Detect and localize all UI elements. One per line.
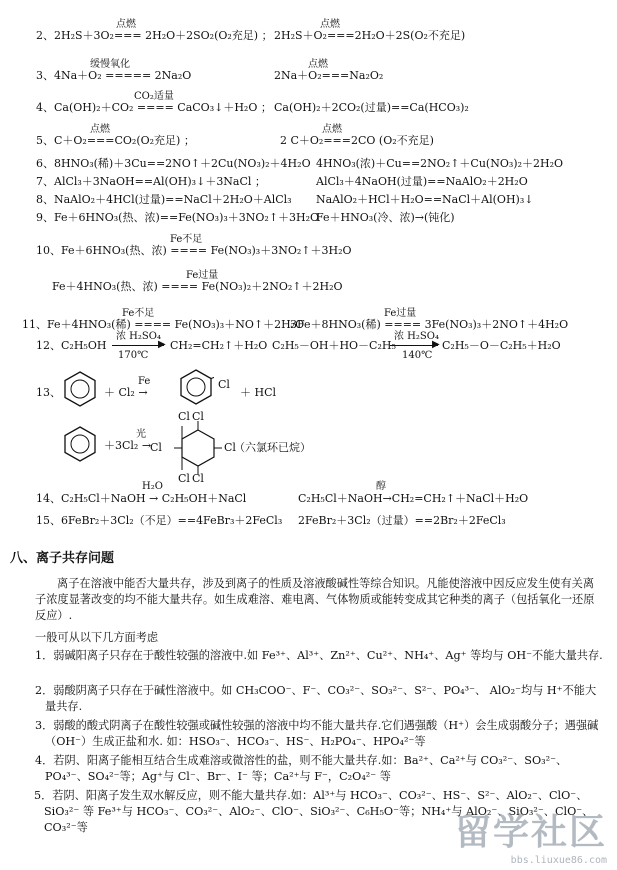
reaction-5b: 2 C＋O₂===2CO (O₂不充足) bbox=[280, 134, 434, 147]
reaction-condition: 点燃 bbox=[308, 59, 328, 70]
reaction-6b: 4HNO₃(浓)＋Cu==2NO₂↑＋Cu(NO₃)₂＋2H₂O bbox=[316, 157, 563, 170]
arrow-head-icon: ▶ bbox=[432, 339, 440, 350]
benzene-ring-icon bbox=[62, 425, 98, 463]
reaction-7a: 7、AlCl₃＋3NaOH==Al(OH)₃↓＋3NaCl ； bbox=[36, 175, 266, 188]
arrow-head-icon: ▶ bbox=[158, 339, 166, 350]
reaction-condition: Fe过量 bbox=[384, 308, 417, 319]
reaction-condition: 点燃 bbox=[322, 124, 342, 135]
reaction-2a: 2、2H₂S＋3O₂=== 2H₂O＋2SO₂(O₂充足) ； bbox=[36, 29, 273, 42]
reaction-11a: 11、Fe＋4HNO₃(稀) ==== Fe(NO₃)₃＋NO↑＋2H₂O bbox=[22, 318, 305, 331]
reaction-3a: 3、4Na＋O₂ ===== 2Na₂O bbox=[36, 69, 192, 82]
chlorine-substituent: Cl bbox=[178, 410, 190, 423]
reaction-13-products: ＋ HCl bbox=[240, 386, 277, 399]
reaction-15b: 2FeBr₂＋3Cl₂（过量）==2Br₂＋2FeCl₃ bbox=[298, 514, 506, 527]
list-item: 3．弱酸的酸式阴离子在酸性较强或碱性较强的溶液中均不能大量共存.它们遇强酸（H⁺）会生成弱酸分子；遇强碱（OH⁻）生成正盐和水. 如：HSO₃⁻、HCO₃⁻、HS⁻、H₂PO₄⁻、HPO₄²⁻等 bbox=[35, 719, 599, 748]
watermark-logo-text: 留学社区 bbox=[454, 812, 607, 853]
reaction-5a: 5、C＋O₂===CO₂(O₂充足) ； bbox=[36, 134, 195, 147]
reaction-condition: Fe bbox=[138, 376, 151, 387]
reaction-condition: Fe不足 bbox=[122, 308, 155, 319]
reaction-8a: 8、NaAlO₂＋4HCl(过量)==NaCl＋2H₂O＋AlCl₃ bbox=[36, 193, 292, 206]
reaction-condition: 浓 H₂SO₄ bbox=[116, 331, 161, 342]
reaction-9a: 9、Fe＋6HNO₃(热、浓)==Fe(NO₃)₃＋3NO₂↑＋3H₂O bbox=[36, 211, 320, 224]
reaction-condition: 点燃 bbox=[320, 19, 340, 30]
reaction-2b: 2H₂S＋O₂===2H₂O＋2S(O₂不充足) bbox=[274, 29, 466, 42]
reaction-6a: 6、8HNO₃(稀)＋3Cu==2NO↑＋2Cu(NO₃)₂＋4H₂O bbox=[36, 157, 311, 170]
watermark bbox=[455, 804, 607, 866]
reaction-condition: CO₂适量 bbox=[134, 91, 174, 102]
reaction-12a-reactant: 12、C₂H₅OH bbox=[36, 339, 107, 352]
reaction-condition: 浓 H₂SO₄ bbox=[394, 331, 439, 342]
reaction-10a: 10、Fe＋6HNO₃(热、浓) ==== Fe(NO₃)₃＋3NO₂↑＋3H₂O bbox=[36, 244, 352, 257]
reaction-3b: 2Na＋O₂===Na₂O₂ bbox=[274, 69, 384, 82]
reaction-condition: 点燃 bbox=[90, 124, 110, 135]
reaction-condition: H₂O bbox=[142, 481, 163, 492]
benzene-ring-icon bbox=[62, 370, 98, 408]
reaction-13-reactants: ＋ Cl₂ → bbox=[104, 386, 148, 399]
chlorine-substituent: Cl bbox=[192, 472, 204, 485]
reaction-8b: NaAlO₂＋HCl＋H₂O==NaCl＋Al(OH)₃↓ bbox=[316, 193, 534, 206]
chlorine-substituent: Cl bbox=[150, 441, 162, 454]
reaction-9b: Fe＋HNO₃(冷、浓)→(钝化) bbox=[316, 211, 455, 224]
watermark-url: bbs.liuxue86.com bbox=[510, 855, 607, 866]
section-heading: 八、离子共存问题 bbox=[10, 551, 115, 566]
reaction-condition: Fe过量 bbox=[186, 270, 219, 281]
reaction-13b-reactants: ＋3Cl₂ → bbox=[104, 439, 152, 452]
list-item: 5．若阴、阳离子发生双水解反应，则不能大量共存.如：Al³⁺与 HCO₃⁻、CO₃²⁻、HS⁻、S²⁻、AlO₂⁻、ClO⁻、SiO₃²⁻ 等 Fe³⁺与 HCO₃⁻、CO₃²⁻、AlO₂⁻、ClO⁻、SiO₃²⁻、C₆H₅O⁻等；NH₄⁺与 AlO₂⁻、SiO₃²⁻、ClO⁻、CO₃²⁻等 bbox=[34, 789, 594, 834]
reaction-11b: 3Fe＋8HNO₃(稀) ==== 3Fe(NO₃)₃＋2NO↑＋4H₂O bbox=[290, 318, 569, 331]
list-item: 1．弱碱阳离子只存在于酸性较强的溶液中.如 Fe³⁺、Al³⁺、Zn²⁺、Cu²⁺、NH₄⁺、Ag⁺ 等均与 OH⁻不能大量共存. bbox=[35, 649, 603, 662]
reaction-7b: AlCl₃＋4NaOH(过量)==NaAlO₂＋2H₂O bbox=[316, 175, 528, 188]
reaction-12b-product: C₂H₅－O－C₂H₅＋H₂O bbox=[442, 339, 561, 352]
reaction-4b: Ca(OH)₂＋2CO₂(过量)==Ca(HCO₃)₂ bbox=[274, 101, 469, 114]
reaction-arrow bbox=[112, 345, 164, 346]
reaction-14b: C₂H₅Cl＋NaOH→CH₂=CH₂↑＋NaCl＋H₂O bbox=[298, 492, 529, 505]
reaction-arrow bbox=[390, 345, 438, 346]
chlorobenzene-icon bbox=[178, 368, 214, 406]
reaction-4a: 4、Ca(OH)₂＋CO₂ ==== CaCO₃↓＋H₂O ； bbox=[36, 101, 272, 114]
intro-paragraph: 离子在溶液中能否大量共存，涉及到离子的性质及溶液酸碱性等综合知识。凡能使溶液中因反应发生使有关离子浓度显著改变的均不能大量共存。如生成难溶、难电离、气体物质或能转变成其它种类的离子（包括氧化一还原反应）. bbox=[35, 577, 595, 622]
reaction-condition: 醇 bbox=[376, 481, 386, 492]
list-item: 2．弱酸阴离子只存在于碱性溶液中。如 CH₃COO⁻、F⁻、CO₃²⁻、SO₃²⁻、S²⁻、PO₄³⁻、 AlO₂⁻均与 H⁺不能大量共存. bbox=[35, 684, 597, 713]
reaction-10b: Fe＋4HNO₃(热、浓) ==== Fe(NO₃)₂＋2NO₂↑＋2H₂O bbox=[52, 280, 343, 293]
compound-name: （六氯环已烷） bbox=[234, 441, 311, 454]
reaction-14a: 14、C₂H₅Cl＋NaOH → C₂H₅OH＋NaCl bbox=[36, 492, 247, 505]
lead-text: 一般可从以下几方面考虑 bbox=[35, 631, 159, 644]
chlorine-substituent: Cl bbox=[224, 441, 236, 454]
chlorine-substituent: Cl bbox=[192, 410, 204, 423]
chlorine-substituent: Cl bbox=[178, 472, 190, 485]
reaction-15a: 15、6FeBr₂＋3Cl₂（不足）==4FeBr₃＋2FeCl₃ bbox=[36, 514, 283, 527]
list-item: 4．若阴、阳离子能相互结合生成难溶或微溶性的盐，则不能大量共存.如：Ba²⁺、Ca²⁺与 CO₃²⁻、SO₃²⁻、 PO₄³⁻、SO₄²⁻等；Ag⁺与 Cl⁻、Br⁻、I⁻ 等；Ca²⁺与 F⁻，C₂O₄²⁻ 等 bbox=[35, 754, 568, 783]
reaction-condition: 点燃 bbox=[116, 19, 136, 30]
reaction-condition: 140℃ bbox=[402, 350, 433, 361]
reaction-condition: 缓慢氧化 bbox=[90, 59, 130, 70]
reaction-12a-product: CH₂=CH₂↑＋H₂O bbox=[170, 339, 268, 352]
reaction-13-number: 13、 bbox=[36, 386, 61, 399]
reaction-condition: 170℃ bbox=[118, 350, 149, 361]
reaction-12b-reactant: C₂H₅－OH＋HO－C₂H₅ bbox=[272, 339, 396, 352]
chlorine-substituent: Cl bbox=[218, 378, 230, 391]
reaction-condition: 光 bbox=[136, 429, 146, 440]
reaction-condition: Fe不足 bbox=[170, 234, 203, 245]
